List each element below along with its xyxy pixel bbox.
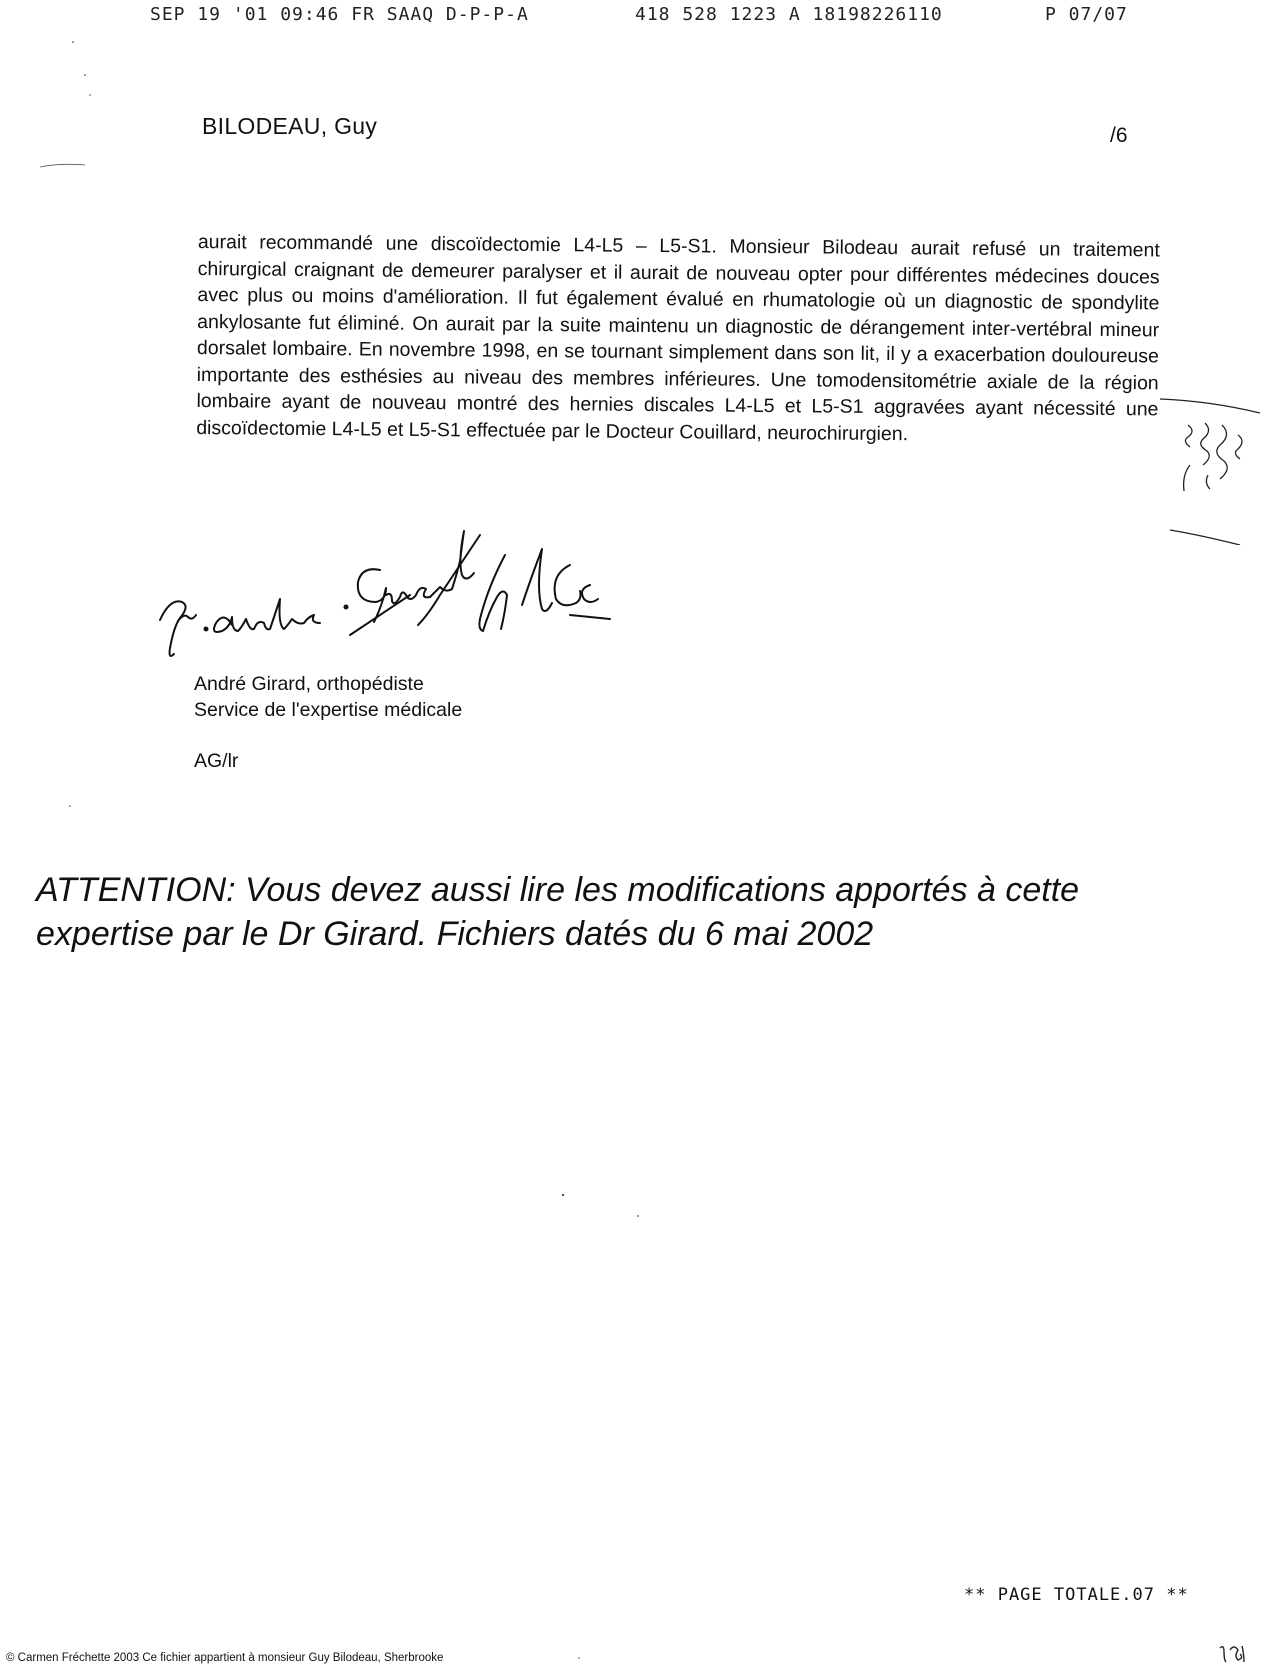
handwritten-corner-mark <box>1216 1640 1252 1664</box>
handwritten-signature <box>150 525 710 675</box>
typist-initials: AG/lr <box>194 750 239 772</box>
copyright-footer: © Carmen Fréchette 2003 Ce fichier appartient à monsieur Guy Bilodeau, Sherbrooke <box>6 1652 444 1664</box>
patient-name: BILODEAU, Guy <box>202 113 378 139</box>
report-paragraph: aurait recommandé une discoïdectomie L4-L5 – L5-S1. Monsieur Bilodeau aurait refusé un traitement chirurgical craignant de demeurer paralyser et il aurait de nouveau opter pour différentes médecines douces avec plus ou moins d'amélioration. Il fut également évalué en rhumatologie où un diagnostic de spondylite ankylosante fut éliminé. On aurait par la suite maintenu un diagnostic de dérangement inter-vertébral mineur dorsalet lombaire. En novembre 1998, en se tournant simplement dans son lit, il y a exacerbation douloureuse importante des esthésies au niveau des membres inférieures. Une tomodensitométrie axiale de la région lombaire ayant de nouveau montré des hernies discales L4-L5 et L5-S1 aggravées ayant nécessité une discoïdectomie L4-L5 et L5-S1 effectuée par le Docteur Couillard, neurochirurgien. <box>196 230 1160 445</box>
fax-transmission-header <box>150 4 1150 28</box>
handwritten-margin-mark <box>1160 395 1265 545</box>
fax-header-page-count: P 07/07 <box>1045 4 1128 25</box>
signer-department: Service de l'expertise médicale <box>194 699 463 721</box>
attention-line-1: ATTENTION: Vous devez aussi lire les modifications apportés à cette <box>36 871 1080 909</box>
attention-notice <box>36 868 1236 956</box>
attention-line-2: expertise par le Dr Girard. Fichiers datés du 6 mai 2002 <box>36 915 874 953</box>
fax-header-numbers: 418 528 1223 A 18198226110 <box>635 4 943 25</box>
fax-header-date-sender: SEP 19 '01 09:46 FR SAAQ D-P-P-A <box>150 4 529 25</box>
fax-page-total: ** PAGE TOTALE.07 ** <box>964 1585 1189 1605</box>
page-reference: /6 <box>1110 124 1128 147</box>
signer-name: André Girard, orthopédiste <box>194 673 424 695</box>
signer-block <box>194 671 462 723</box>
